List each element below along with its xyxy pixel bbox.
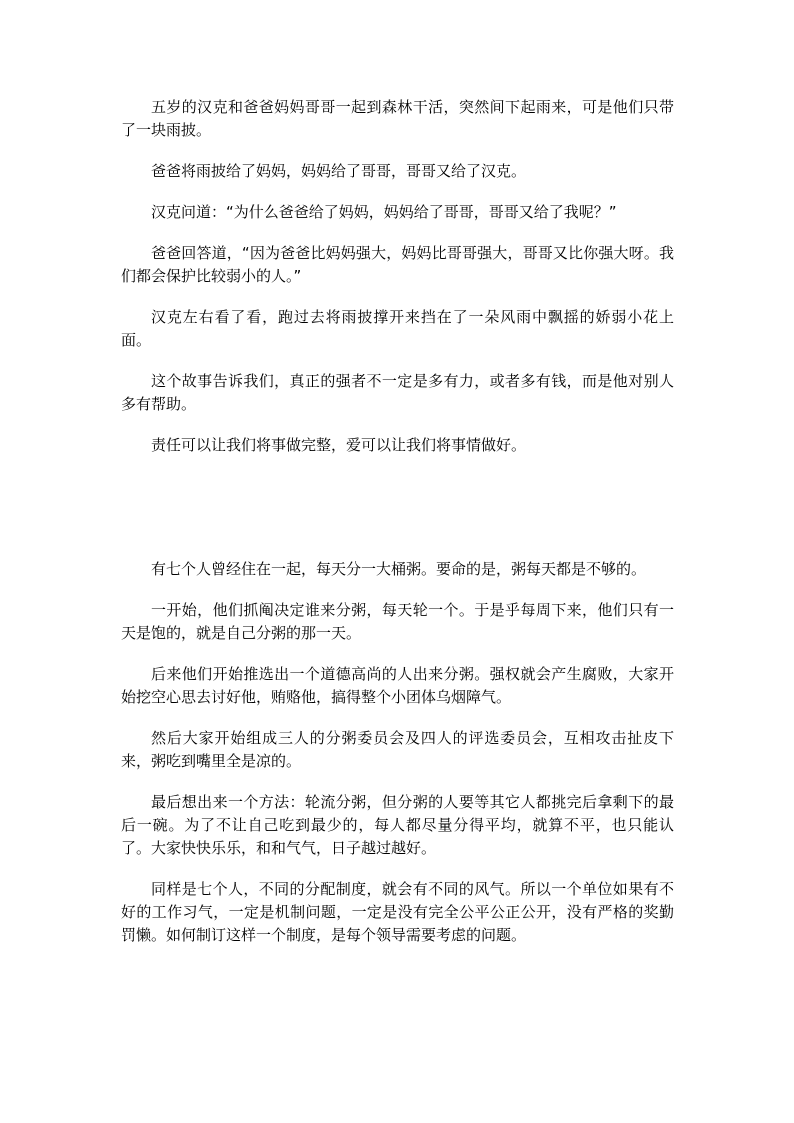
paragraph: 同样是七个人，不同的分配制度，就会有不同的风气。所以一个单位如果有不好的工作习气，一定是机制问题，一定是没有完全公平公正公开，没有严格的奖勤罚懒。如何制订这样一个制度，是每个领导需要考虑的问题。 bbox=[121, 880, 674, 944]
paragraph: 然后大家开始组成三人的分粥委员会及四人的评选委员会，互相攻击扯皮下来，粥吃到嘴里全是凉的。 bbox=[121, 729, 674, 770]
paragraph: 一开始，他们抓阄决定谁来分粥，每天轮一个。于是乎每周下来，他们只有一天是饱的，就是自己分粥的那一天。 bbox=[121, 601, 674, 642]
paragraph: 五岁的汉克和爸爸妈妈哥哥一起到森林干活，突然间下起雨来，可是他们只带了一块雨披。 bbox=[121, 98, 674, 139]
story-porridge bbox=[121, 558, 674, 965]
paragraph: 爸爸回答道，“因为爸爸比妈妈强大，妈妈比哥哥强大，哥哥又比你强大呀。我们都会保护比较弱小的人。” bbox=[121, 244, 674, 285]
paragraph: 最后想出来一个方法：轮流分粥，但分粥的人要等其它人都挑完后拿剩下的最后一碗。为了不让自己吃到最少的，每人都尽量分得平均，就算不平，也只能认了。大家快快乐乐，和和气气，日子越过越好。 bbox=[121, 793, 674, 857]
paragraph: 汉克问道：“为什么爸爸给了妈妈，妈妈给了哥哥，哥哥又给了我呢？” bbox=[151, 203, 617, 221]
paragraph: 这个故事告诉我们，真正的强者不一定是多有力，或者多有钱，而是他对别人多有帮助。 bbox=[121, 372, 674, 413]
paragraph: 责任可以让我们将事做完整，爱可以让我们将事情做好。 bbox=[151, 436, 527, 454]
paragraph: 后来他们开始推选出一个道德高尚的人出来分粥。强权就会产生腐败，大家开始挖空心思去讨好他，贿赂他，搞得整个小团体乌烟障气。 bbox=[121, 665, 674, 706]
paragraph: 有七个人曾经住在一起，每天分一大桶粥。要命的是，粥每天都是不够的。 bbox=[151, 560, 647, 578]
paragraph: 汉克左右看了看，跑过去将雨披撑开来挡在了一朵风雨中飘摇的娇弱小花上面。 bbox=[121, 308, 674, 349]
story-raincoat bbox=[121, 96, 674, 475]
paragraph: 爸爸将雨披给了妈妈，妈妈给了哥哥，哥哥又给了汉克。 bbox=[151, 162, 527, 180]
